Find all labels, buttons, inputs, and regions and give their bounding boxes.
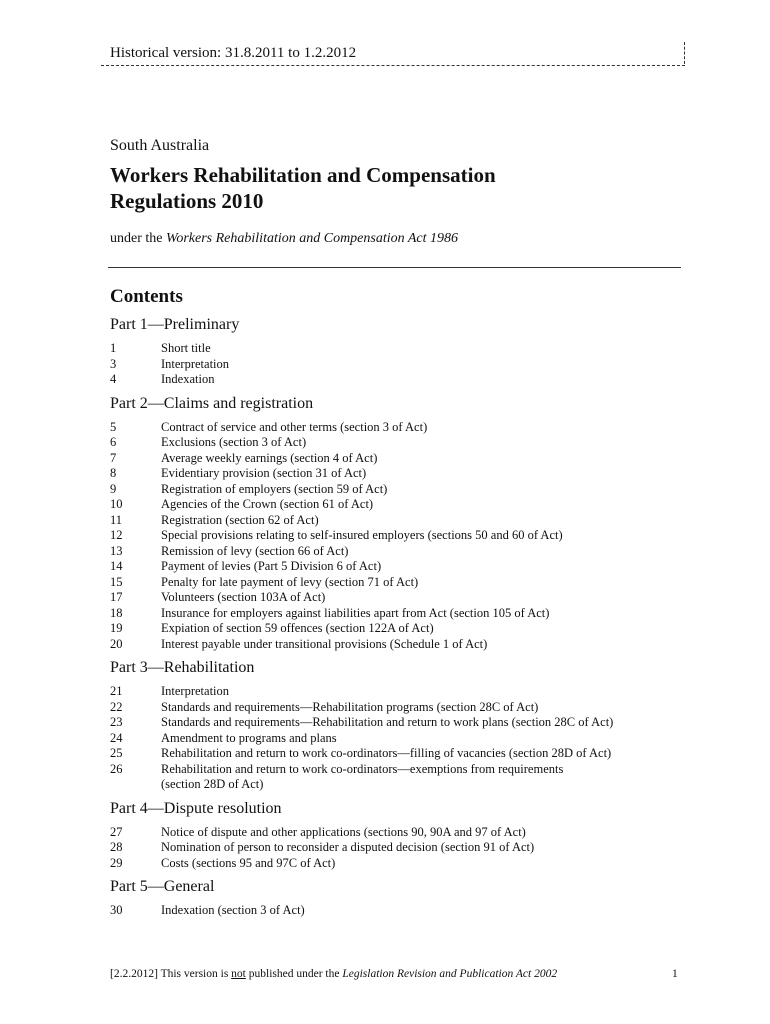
toc-part-heading[interactable]: Part 4—Dispute resolution <box>110 799 282 817</box>
page-number: 1 <box>672 968 678 980</box>
toc-entry-title: Interest payable under transitional provisions (Schedule 1 of Act) <box>161 636 488 651</box>
toc-entry[interactable] <box>110 715 690 731</box>
toc-entry-title: Amendment to programs and plans <box>161 730 337 745</box>
toc-part-heading[interactable]: Part 1—Preliminary <box>110 316 240 333</box>
toc-part-heading[interactable]: Part 5—General <box>110 878 215 895</box>
toc-part-items <box>110 684 690 793</box>
toc-entry-number: 22 <box>110 699 123 714</box>
toc-entry-title: Insurance for employers against liabilities apart from Act (section 105 of Act) <box>161 605 550 620</box>
toc-entry-title: Special provisions relating to self-insured employers (sections 50 and 60 of Act) <box>161 528 563 542</box>
contents-heading: Contents <box>110 286 183 307</box>
toc-entry-title: Exclusions (section 3 of Act) <box>161 435 307 449</box>
footer-not: not <box>231 968 246 980</box>
toc-entry-number: 15 <box>110 574 123 589</box>
toc-entry[interactable] <box>110 777 690 793</box>
toc-entry-title: Indexation <box>161 372 215 386</box>
toc-entry[interactable] <box>110 637 690 653</box>
toc-part-items <box>110 825 690 872</box>
document-title <box>110 162 670 214</box>
toc-entry[interactable] <box>110 621 690 637</box>
toc-entry[interactable] <box>110 544 690 560</box>
page-footer <box>110 968 680 980</box>
toc-entry[interactable] <box>110 606 690 622</box>
jurisdiction: South Australia <box>110 137 210 154</box>
toc-entry-title: Evidentiary provision (section 31 of Act) <box>161 466 367 480</box>
toc-entry[interactable] <box>110 497 690 513</box>
toc-entry-title: Registration of employers (section 59 of Act) <box>161 481 388 496</box>
toc-entry-number: 19 <box>110 621 123 635</box>
toc-entry-number: 17 <box>110 590 123 604</box>
toc-part-items <box>110 420 690 653</box>
footer-middle: published under the <box>245 968 343 980</box>
under-prefix: under the <box>110 231 166 246</box>
footer-act: Legislation Revision and Publication Act 2002 <box>342 968 558 980</box>
toc-entry-number: 7 <box>110 450 117 465</box>
toc-entry[interactable] <box>110 856 690 872</box>
toc-entry-number: 27 <box>110 824 123 839</box>
toc-entry-number: 9 <box>110 481 117 496</box>
toc-entry-number: 20 <box>110 636 123 651</box>
toc-entry-number: 30 <box>110 903 123 917</box>
toc-entry-title: Contract of service and other terms (section 3 of Act) <box>161 419 428 434</box>
toc-entry[interactable] <box>110 435 690 451</box>
toc-entry[interactable] <box>110 466 690 482</box>
toc-entry-number: 4 <box>110 372 117 386</box>
toc-entry-number: 25 <box>110 746 123 760</box>
toc-entry[interactable] <box>110 357 690 373</box>
toc-entry-number: 26 <box>110 761 123 776</box>
toc-entry-title: Remission of levy (section 66 of Act) <box>161 543 349 558</box>
toc-part-items <box>110 341 690 388</box>
toc-entry[interactable] <box>110 513 690 529</box>
toc-entry-number: 29 <box>110 855 123 870</box>
toc-entry[interactable] <box>110 684 690 700</box>
toc-entry-number: 13 <box>110 543 123 558</box>
under-act-line <box>110 231 458 247</box>
toc-entry-number: 11 <box>110 512 123 527</box>
toc-entry[interactable] <box>110 528 690 544</box>
toc-entry-title: Agencies of the Crown (section 61 of Act) <box>161 497 374 511</box>
toc-entry[interactable] <box>110 590 690 606</box>
toc-entry[interactable] <box>110 825 690 841</box>
toc-entry-title: Volunteers (section 103A of Act) <box>161 590 326 604</box>
toc-entry-title: Notice of dispute and other applications (sections 90, 90A and 97 of Act) <box>161 824 526 839</box>
toc-entry-title: Average weekly earnings (section 4 of Act) <box>161 450 378 465</box>
toc-entry-title: Expiation of section 59 offences (section 122A of Act) <box>161 621 434 635</box>
toc-entry-number: 28 <box>110 840 123 854</box>
toc-entry-number: 6 <box>110 435 117 449</box>
toc-entry-number <box>110 777 161 793</box>
header-rule <box>101 65 685 66</box>
toc-entry[interactable] <box>110 559 690 575</box>
toc-entry-number: 5 <box>110 419 117 434</box>
toc-entry-number: 10 <box>110 497 123 511</box>
toc-entry-number: 14 <box>110 559 123 573</box>
toc-entry-title: Indexation (section 3 of Act) <box>161 903 305 917</box>
toc-entry[interactable] <box>110 575 690 591</box>
toc-entry[interactable] <box>110 341 690 357</box>
toc-entry-number: 12 <box>110 528 123 542</box>
toc-entry-number: 3 <box>110 356 117 371</box>
toc-entry-title: Registration (section 62 of Act) <box>161 512 319 527</box>
toc-entry-title: Short title <box>161 341 211 355</box>
toc-entry[interactable] <box>110 372 690 388</box>
toc-entry-title: Rehabilitation and return to work co-ordinators—exemptions from requirements <box>161 761 564 776</box>
toc-entry-number: 18 <box>110 605 123 620</box>
toc-entry[interactable] <box>110 903 690 919</box>
toc-entry-title: Penalty for late payment of levy (section 71 of Act) <box>161 574 419 589</box>
toc-entry-title: Rehabilitation and return to work co-ordinators—filling of vacancies (section 28D of Act) <box>161 746 612 760</box>
toc-entry[interactable] <box>110 746 690 762</box>
toc-entry[interactable] <box>110 731 690 747</box>
toc-entry[interactable] <box>110 840 690 856</box>
table-of-contents <box>110 315 690 925</box>
toc-entry-title: Payment of levies (Part 5 Division 6 of Act) <box>161 559 382 573</box>
title-line-1: Workers Rehabilitation and Compensation <box>110 163 496 187</box>
toc-entry-number: 21 <box>110 684 123 698</box>
toc-entry-number: 1 <box>110 341 117 355</box>
under-act-name: Workers Rehabilitation and Compensation Act 1986 <box>165 231 459 246</box>
toc-entry[interactable] <box>110 451 690 467</box>
title-rule <box>108 267 681 268</box>
toc-entry-number: 23 <box>110 715 123 729</box>
toc-entry-title: Interpretation <box>161 684 230 698</box>
toc-entry-title: Nomination of person to reconsider a disputed decision (section 91 of Act) <box>161 840 535 854</box>
toc-entry-title: Standards and requirements—Rehabilitation and return to work plans (section 28C of Act) <box>161 715 614 729</box>
toc-part-items <box>110 903 690 919</box>
toc-entry-number: 24 <box>110 730 123 745</box>
toc-entry-title: Costs (sections 95 and 97C of Act) <box>161 855 336 870</box>
historical-version-header: Historical version: 31.8.2011 to 1.2.2012 <box>110 45 357 61</box>
toc-entry-title: Interpretation <box>161 356 230 371</box>
footer-date: [2.2.2012] This version is <box>110 968 232 980</box>
toc-entry[interactable] <box>110 700 690 716</box>
header-corner-mark <box>684 42 685 64</box>
toc-entry-title: Standards and requirements—Rehabilitation programs (section 28C of Act) <box>161 699 539 714</box>
toc-entry-title: (section 28D of Act) <box>161 777 264 791</box>
toc-part-heading[interactable]: Part 3—Rehabilitation <box>110 659 255 676</box>
toc-entry-number: 8 <box>110 466 117 480</box>
toc-entry[interactable] <box>110 762 690 778</box>
toc-part-heading[interactable]: Part 2—Claims and registration <box>110 394 314 412</box>
toc-entry[interactable] <box>110 420 690 436</box>
toc-entry[interactable] <box>110 482 690 498</box>
title-line-2: Regulations 2010 <box>110 189 264 213</box>
